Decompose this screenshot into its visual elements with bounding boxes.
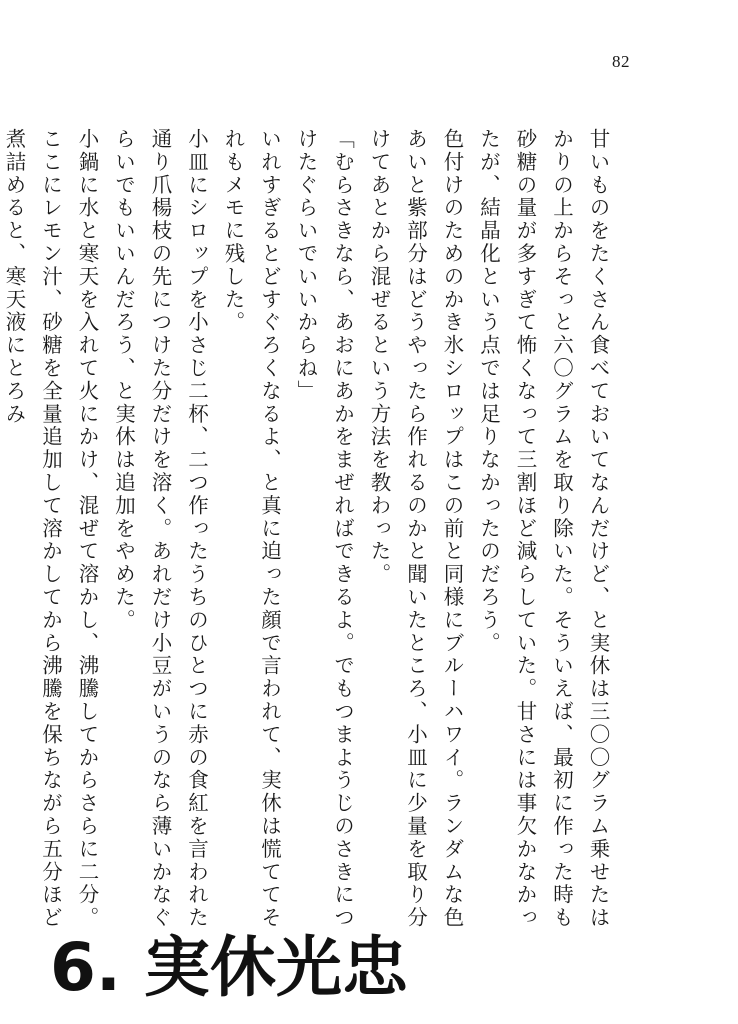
paragraph: 色付けのためのかき氷シロップはこの前と同様にブルーハワイ。ランダムな色あいと紫部分はどうやったら作れるのかと聞いたところ、小皿に少量を取り分けてあとから混ぜるという方法を教わった。 bbox=[367, 128, 464, 930]
paragraph: 「むらさきなら、あおにあかをまぜればできるよ。でもつまようじのさきにつけたぐらいでいいからね」 bbox=[294, 128, 355, 930]
paragraph: いれすぎるとどすぐろくなるよ、と真に迫った顔で言われて、実休は慌ててそれもメモに残した。 bbox=[221, 128, 282, 930]
section-heading: 6. 実休光忠 bbox=[50, 929, 408, 1006]
body-text bbox=[0, 128, 616, 948]
paragraph: 甘いものをたくさん食べておいてなんだけど、と実休は三〇〇グラム乗せたはかりの上からそっと六〇グラムを取り除いた。そういえば、最初に作った時も砂糖の量が多すぎて怖くなって三割ほど減らしていた。甘さには事欠かなかったが、結晶化という点では足りなかったのだろう。 bbox=[476, 128, 610, 930]
paragraph: 小皿にシロップを小さじ二杯、二つ作ったうちのひとつに赤の食紅を言われた通り爪楊枝の先につけた分だけを溶く。あれだけ小豆がいうのなら薄いかなぐらいでもいいんだろう、と実休は追加をやめた。 bbox=[111, 128, 209, 930]
paragraph: 小鍋に水と寒天を入れて火にかけ、混ぜて溶かし、沸騰してからさらに二分。ここにレモン汁、砂糖を全量追加して溶かしてから沸騰を保ちながら五分ほど煮詰めると、寒天液にとろみ bbox=[2, 128, 99, 930]
page-number: 82 bbox=[612, 52, 630, 71]
